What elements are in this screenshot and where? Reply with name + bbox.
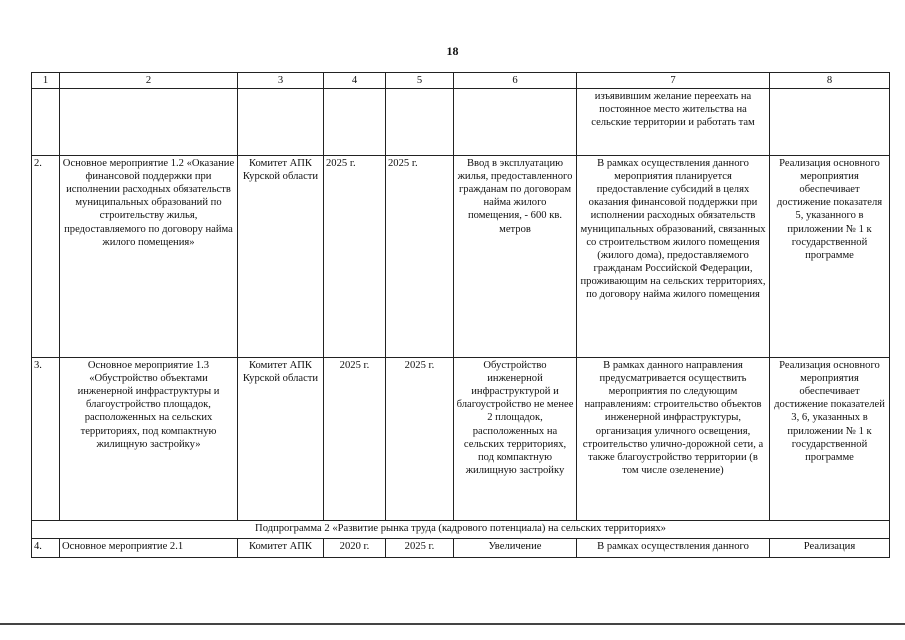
link-cell: Реализация [770, 539, 890, 558]
table-cell [238, 89, 324, 156]
activity-name: Основное мероприятие 1.3 «Обустройство объектами инженерной инфраструктуры и благоустройство площадок, расположенных на сельских территориях, под компактную жилищную застройку» [60, 358, 238, 521]
header-cell: 8 [770, 73, 890, 89]
header-cell: 2 [60, 73, 238, 89]
table-row [32, 539, 890, 558]
page-number: 18 [446, 44, 459, 58]
link-cell: Реализация основного мероприятия обеспечивает достижение показателей 3, 6, указанных в приложении № 1 к государственной программе [770, 358, 890, 521]
start-date: 2025 г. [324, 156, 386, 358]
table-cell [32, 89, 60, 156]
subprogram-title: Подпрограмма 2 «Развитие рынка труда (кадрового потенциала) на сельских территориях» [32, 521, 890, 539]
table-row [32, 358, 890, 521]
activity-name: Основное мероприятие 2.1 [60, 539, 238, 558]
header-cell: 1 [32, 73, 60, 89]
subprogram-row [32, 521, 890, 539]
executor-cell: Комитет АПК Курской области [238, 156, 324, 358]
result-cell: Обустройство инженерной инфраструктурой и благоустройство не менее 2 площадок, расположенных на сельских территориях, под компактную жилищную застройку [454, 358, 577, 521]
content-cell: В рамках осуществления данного [577, 539, 770, 558]
table-cell [454, 89, 577, 156]
link-cell: Реализация основного мероприятия обеспечивает достижение показателя 5, указанного в приложении № 1 к государственной программе [770, 156, 890, 358]
row-number: 3. [32, 358, 60, 521]
executor-cell: Комитет АПК Курской области [238, 358, 324, 521]
header-cell: 3 [238, 73, 324, 89]
header-cell: 4 [324, 73, 386, 89]
end-date: 2025 г. [386, 539, 454, 558]
table-cell [770, 89, 890, 156]
header-cell: 6 [454, 73, 577, 89]
content-cell: изъявившим желание переехать на постоянное место жительства на сельские территории и работать там [577, 89, 770, 156]
table-row [32, 89, 890, 156]
table-cell [324, 89, 386, 156]
end-date: 2025 г. [386, 156, 454, 358]
activity-name: Основное мероприятие 1.2 «Оказание финансовой поддержки при исполнении расходных обязательств муниципальных образований по строительству жилья, предоставляемого по договору найма жилого помещения» [60, 156, 238, 358]
header-cell: 5 [386, 73, 454, 89]
content-cell: В рамках данного направления предусматривается осуществить мероприятия по следующим направлениям: строительство объектов инженерной инфраструктуры, организация уличного освещения, строительство улично-дорожной сети, а также благоустройство территории (в том числе озеленение) [577, 358, 770, 521]
header-row [32, 73, 890, 89]
row-number: 2. [32, 156, 60, 358]
result-cell: Увеличение [454, 539, 577, 558]
activities-table [31, 72, 890, 558]
executor-cell: Комитет АПК [238, 539, 324, 558]
start-date: 2020 г. [324, 539, 386, 558]
header-cell: 7 [577, 73, 770, 89]
table-cell [386, 89, 454, 156]
start-date: 2025 г. [324, 358, 386, 521]
content-cell: В рамках осуществления данного мероприятия планируется предоставление субсидий в целях оказания финансовой поддержки при исполнении расходных обязательств муниципальных образований, связанных со строительством жилого помещения (жилого дома), предоставляемого гражданам Российской Федерации, проживающим на сельских территориях, по договору найма жилого помещения [577, 156, 770, 358]
row-number: 4. [32, 539, 60, 558]
page-bottom-edge [0, 623, 905, 625]
table-row [32, 156, 890, 358]
table-cell [60, 89, 238, 156]
end-date: 2025 г. [386, 358, 454, 521]
result-cell: Ввод в эксплуатацию жилья, предоставленного гражданам по договорам найма жилого помещения, - 600 кв. метров [454, 156, 577, 358]
